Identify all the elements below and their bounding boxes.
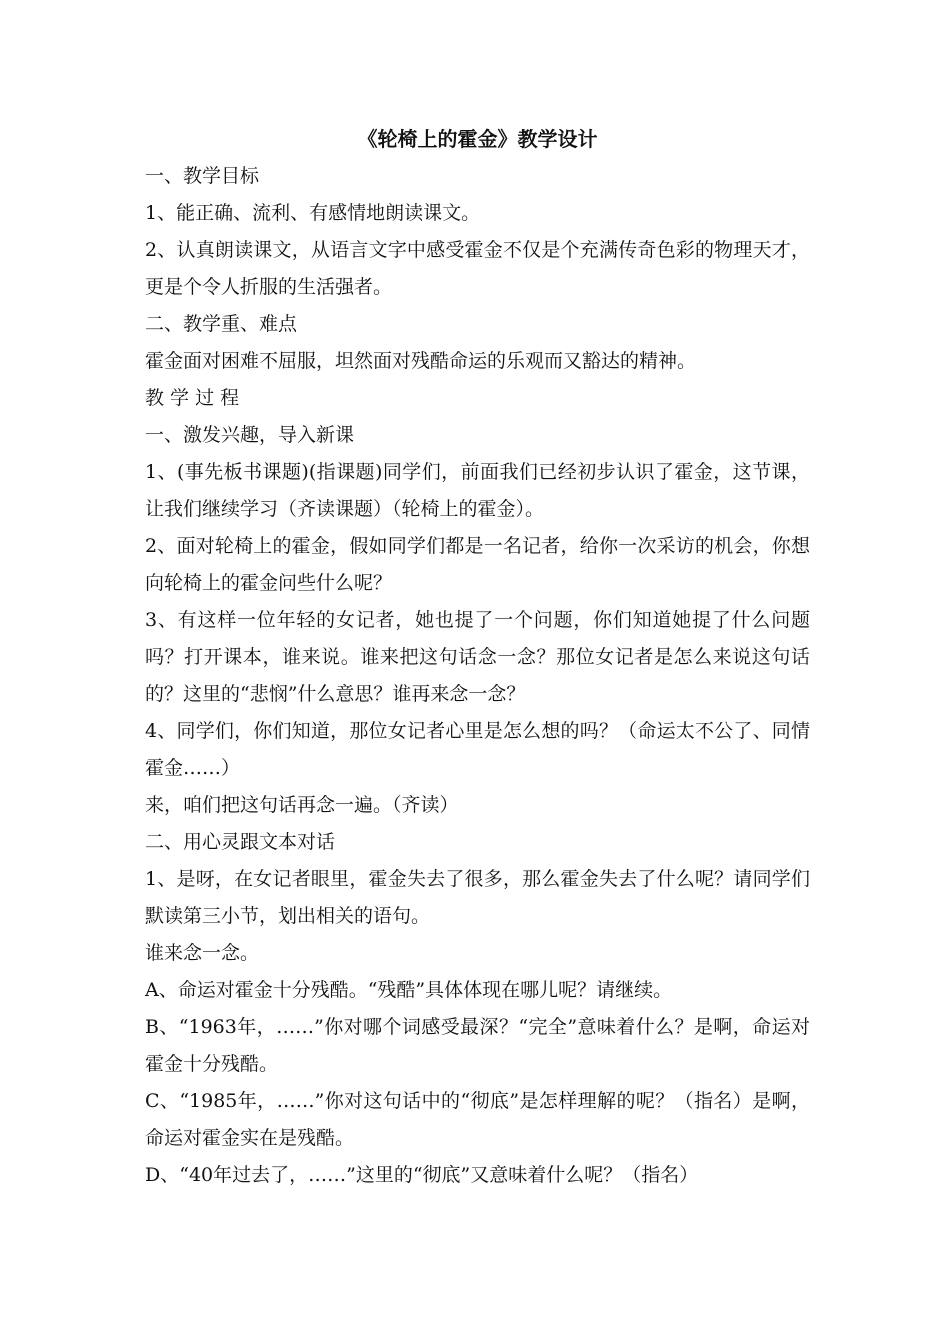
dialogue-point-d: D、“40年过去了，……”这里的“彻底”又意味着什么呢？（指名） [145, 1164, 699, 1186]
intro-step-2: 2、面对轮椅上的霍金，假如同学们都是一名记者，给你一次采访的机会，你想向轮椅上的霍金问些什么呢？ [145, 535, 810, 594]
goal-item-2: 2、认真朗读课文，从语言文字中感受霍金不仅是个充满传奇色彩的物理天才，更是个令人折服的生活强者。 [145, 239, 810, 298]
intro-step-4-followup: 来，咱们把这句话再念一遍。（齐读） [145, 794, 459, 816]
section-heading-key-points: 二、教学重、难点 [145, 313, 298, 335]
document-title: 《轮椅上的霍金》教学设计 [357, 127, 598, 151]
dialogue-point-c: C、“1985年，……”你对这句话中的“彻底”是怎样理解的呢？（指名）是啊，命运对霍金实在是残酷。 [145, 1090, 810, 1149]
process-heading: 教 学 过 程 [145, 387, 240, 409]
intro-step-1: 1、(事先板书课题)(指课题)同学们，前面我们已经初步认识了霍金，这节课，让我们继续学习（齐读课题）（轮椅上的霍金）。 [145, 461, 810, 520]
dialogue-point-b: B、“1963年，……”你对哪个词感受最深？“完全”意味着什么？是啊，命运对霍金十分残酷。 [145, 1016, 810, 1075]
intro-step-3: 3、有这样一位年轻的女记者，她也提了一个问题，你们知道她提了什么问题吗？打开课本，谁来说。谁来把这句话念一念？那位女记者是怎么来说这句话的？这里的“悲悯”什么意思？谁再来念一念？ [145, 609, 810, 705]
dialogue-step-1: 1、是呀，在女记者眼里，霍金失去了很多，那么霍金失去了什么呢？请同学们默读第三小节，划出相关的语句。 [145, 868, 810, 927]
key-points-text: 霍金面对困难不屈服，坦然面对残酷命运的乐观而又豁达的精神。 [145, 350, 697, 372]
dialogue-point-a: A、命运对霍金十分残酷。“残酷”具体体现在哪儿呢？请继续。 [145, 979, 673, 1001]
section-heading-goals: 一、教学目标 [145, 165, 260, 187]
section-heading-dialogue: 二、用心灵跟文本对话 [145, 831, 336, 853]
section-heading-introduction: 一、激发兴趣，导入新课 [145, 424, 355, 446]
document-body [145, 120, 810, 1194]
dialogue-step-1-followup: 谁来念一念。 [145, 942, 260, 964]
goal-item-1: 1、能正确、流利、有感情地朗读课文。 [145, 202, 481, 224]
intro-step-4: 4、同学们，你们知道，那位女记者心里是怎么想的吗？（命运太不公了、同情霍金……） [145, 720, 810, 779]
